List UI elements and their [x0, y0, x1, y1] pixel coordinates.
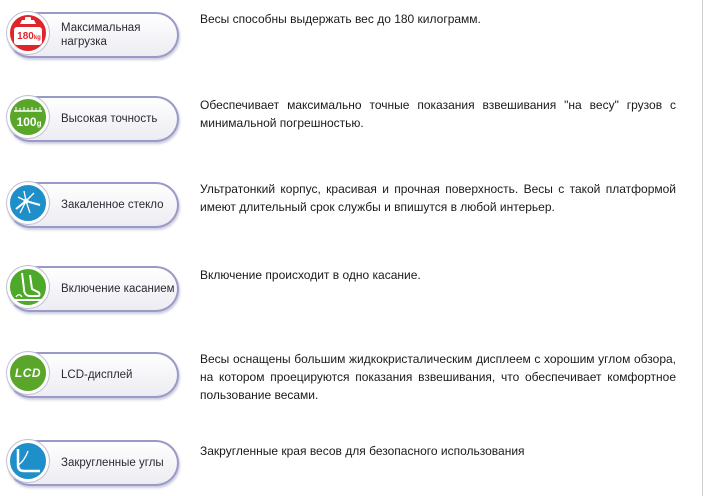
- right-border-line: [702, 0, 703, 496]
- feature-description: Весы оснащены большим жидкокристалическим дисплеем с хорошим углом обзора, на котором проецируются показания взвешивания, что обеспечивает комфортное пользование весами.: [200, 352, 676, 402]
- feature-badge: [7, 182, 179, 228]
- lcd-display-icon: [7, 352, 49, 394]
- feature-badge: [7, 266, 179, 312]
- feature-row-max-load: [0, 6, 700, 66]
- feature-description: Весы способны выдержать вес до 180 килограмм.: [200, 12, 481, 26]
- feature-row-rounded-corners: [0, 436, 700, 496]
- feature-label: Закругленные углы: [61, 457, 164, 469]
- feature-row-lcd: [0, 348, 700, 408]
- feature-label: Высокая точность: [61, 113, 158, 125]
- icon-unit-text: g: [36, 119, 42, 128]
- tempered-glass-icon: [7, 182, 49, 224]
- feature-description: Ультратонкий корпус, красивая и прочная поверхность. Весы с такой платформой имеют длительный срок службы и впишутся в любой интерьер.: [200, 182, 676, 214]
- feature-badge: [7, 352, 179, 398]
- weight-180kg-icon: [7, 12, 49, 54]
- precision-100g-icon: [7, 96, 49, 138]
- feature-label: Закаленное стекло: [61, 199, 164, 211]
- icon-lcd-text: LCD: [14, 366, 42, 380]
- feature-description: Включение происходит в одно касание.: [200, 268, 421, 282]
- icon-value-text: 180: [17, 31, 34, 42]
- feature-badge: [7, 440, 179, 486]
- feature-description: Обеспечивает максимально точные показания взвешивания "на весу" грузов с минимальной погрешностью.: [200, 98, 676, 130]
- feature-label: Включение касанием: [61, 283, 175, 295]
- feature-row-precision: [0, 92, 700, 152]
- rounded-corner-icon: [7, 440, 49, 482]
- feature-description: Закругленные края весов для безопасного использования: [200, 444, 525, 458]
- feature-row-touch-on: [0, 262, 700, 322]
- feature-label: Максимальная нагрузка: [61, 22, 141, 48]
- icon-unit-text: kg: [33, 35, 41, 41]
- touch-foot-icon: [7, 266, 49, 308]
- feature-badge: [7, 96, 179, 142]
- feature-label: LCD-дисплей: [61, 369, 133, 381]
- feature-row-tempered-glass: [0, 178, 700, 238]
- feature-badge: [7, 12, 179, 58]
- icon-value-text: 100: [16, 115, 37, 129]
